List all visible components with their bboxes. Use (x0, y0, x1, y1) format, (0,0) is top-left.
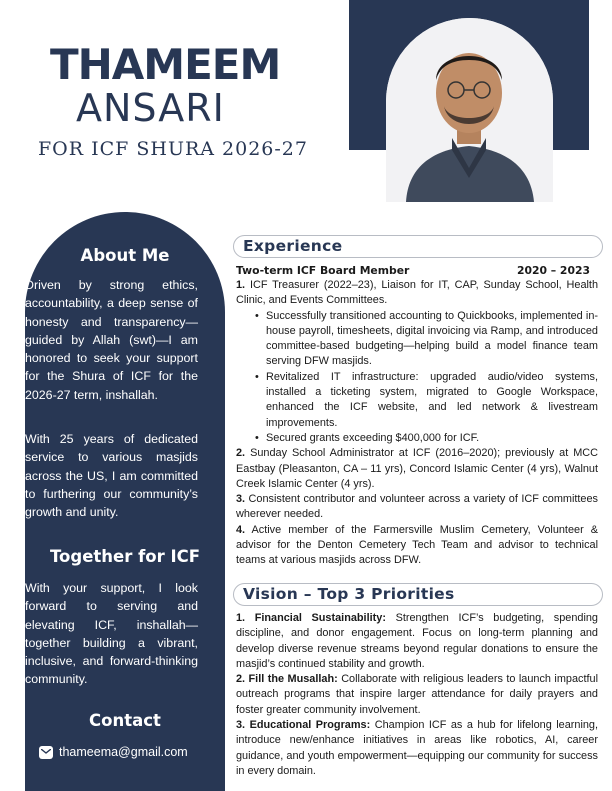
item-1-number: 1. (236, 279, 246, 291)
experience-section-header (233, 235, 603, 258)
list-item: • Successfully transitioned accounting to Quickbooks, implemented in-house payroll, timesheets, digital invoicing via Ramp, and introduced committee-based budgeting—helping build a model finance team serving DFW masjids. (266, 309, 598, 370)
priority-3 (236, 718, 598, 779)
candidate-first-name: THAMEEM (50, 40, 281, 89)
about-text-1: Driven by strong ethics, accountability, a deep sense of honesty and transparency—guided by Allah (swt)—I am honored to seek your support for the Shura of ICF for the 2026-27 term, inshallah. (25, 278, 198, 402)
item-2-text: Sunday School Administrator at ICF (2016–2020); previously at MCC Eastbay (Pleasanton, CA – 11 yrs), Concord Islamic Center (4 yrs), Walnut Creek Islamic Center (4 yrs). (236, 447, 598, 490)
priority-3-text: Champion ICF as a hub for lifelong learning, introduce new/enhance initiatives in areas like robotics, AI, career guidance, and youth empowerment—equipping our community for success in every domain. (236, 719, 599, 777)
together-heading: Together for ICF (49, 547, 201, 566)
mail-icon (39, 746, 53, 759)
about-paragraph-2 (25, 430, 212, 521)
priority-3-label: 3. Educational Programs: (236, 719, 371, 732)
priority-1-label: 1. Financial Sustainability: (236, 612, 386, 624)
item-2-number: 2. (236, 447, 246, 460)
vision-section-header (233, 583, 603, 606)
sidebar (25, 212, 225, 791)
priority-2-label: 2. Fill the Musallah: (236, 673, 338, 686)
about-text-2: With 25 years of dedicated service to various masjids across the US, I am committed to furthering our community’s growth and unity. (25, 432, 198, 520)
about-heading: About Me (80, 246, 170, 265)
candidacy-subtitle: FOR ICF SHURA 2026-27 (38, 138, 308, 160)
item-3-text: Consistent contributor and volunteer across a variety of ICF committees wherever needed. (236, 493, 598, 521)
vision-title: Vision – Top 3 Priorities (243, 585, 455, 603)
vision-content (236, 611, 598, 779)
priority-2 (236, 672, 598, 718)
item-1-text: ICF Treasurer (2022–23), Liaison for IT, CAP, Sunday School, Health Clinic, and Events Committees. (236, 279, 599, 307)
role-dates: 2020 – 2023 (516, 264, 590, 277)
candidate-last-name: ANSARI (76, 86, 225, 130)
item-3-number: 3. (236, 493, 246, 506)
treasurer-achievements-list (236, 309, 598, 447)
experience-item-3 (236, 492, 598, 523)
experience-item-4 (236, 523, 598, 569)
role-row (236, 263, 598, 278)
priority-1 (236, 611, 598, 672)
experience-title: Experience (243, 237, 343, 255)
priority-2-text: Collaborate with religious leaders to launch impactful outreach programs that inspire larger attendance for daily prayers and foster greater community involvement. (236, 673, 598, 716)
about-paragraph-1 (25, 276, 212, 404)
together-paragraph (25, 579, 212, 689)
experience-item-1 (236, 278, 598, 309)
together-text: With your support, I look forward to serving and elevating ICF, inshallah—together building a vibrant, inclusive, and forward-thinking community. (25, 581, 198, 687)
contact-email-row[interactable] (39, 745, 188, 759)
role-title: Two-term ICF Board Member (236, 264, 410, 277)
contact-heading: Contact (89, 711, 161, 730)
item-4-text: Active member of the Farmersville Muslim Cemetery, Volunteer & advisor for the Denton Cemetery Tech Team and advisor to technical teams at various masjids across DFW. (236, 523, 598, 567)
list-item: • Revitalized IT infrastructure: upgraded audio/video systems, installed a ticketing system, migrated to Google Workspace, enhanced the ICF website, and led network & livestream improvements. (266, 370, 598, 431)
experience-item-2 (236, 446, 598, 492)
candidate-photo (386, 18, 553, 202)
priority-1-text: Strengthen ICF’s budgeting, spending discipline, and donor engagement. Focus on long-term planning and develop diverse revenue streams beyond regular donations to ensure the masjid’s continued stability and growth. (236, 612, 598, 670)
list-item: • Secured grants exceeding $400,000 for ICF. (266, 431, 598, 446)
contact-email[interactable]: thameema@gmail.com (59, 745, 188, 759)
experience-content (236, 263, 598, 569)
item-4-number: 4. (236, 523, 246, 536)
